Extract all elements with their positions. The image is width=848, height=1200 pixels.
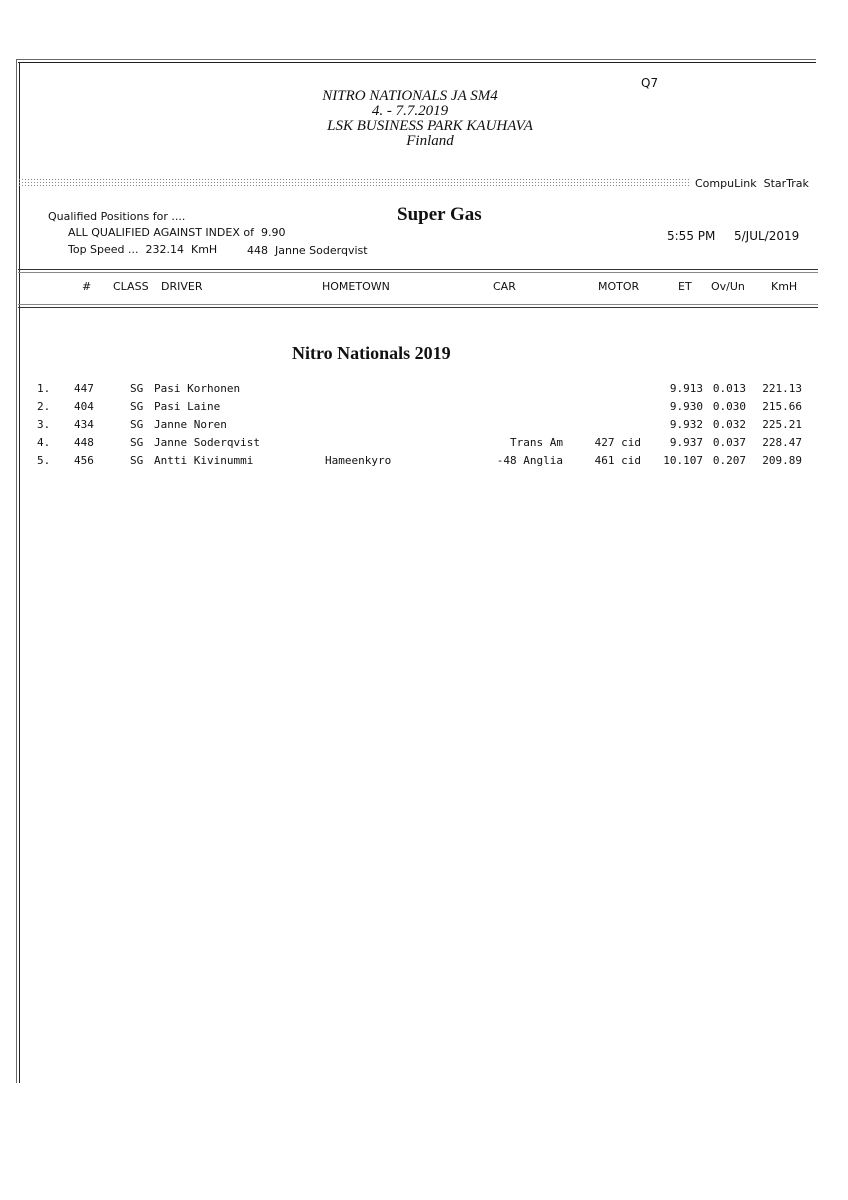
row-class: SG	[130, 418, 144, 431]
row-motor: 427 cid	[594, 436, 641, 449]
row-ov-un: 0.207	[712, 454, 746, 467]
row-car-number: 447	[74, 382, 94, 395]
header-bottom-line-2	[18, 307, 818, 308]
col-header-num: #	[82, 280, 92, 293]
left-border-line-inner	[19, 62, 20, 1083]
report-time: 5:55 PM	[667, 229, 716, 243]
row-et: 10.107	[663, 454, 703, 467]
row-kmh: 225.21	[762, 418, 802, 431]
row-class: SG	[130, 382, 144, 395]
row-driver: Janne Noren	[154, 418, 227, 431]
row-motor: 461 cid	[594, 454, 641, 467]
col-header-driver: DRIVER	[161, 280, 203, 293]
dotted-separator	[18, 178, 690, 187]
row-ov-un: 0.013	[712, 382, 746, 395]
row-car: Trans Am	[510, 436, 563, 449]
top-speed-driver: 448 Janne Soderqvist	[247, 244, 368, 257]
row-driver: Antti Kivinummi	[154, 454, 254, 467]
row-et: 9.930	[669, 400, 703, 413]
row-class: SG	[130, 400, 144, 413]
header-top-line	[18, 269, 818, 270]
row-et: 9.913	[669, 382, 703, 395]
top-border-line	[16, 59, 816, 60]
top-border-line-inner	[18, 62, 816, 63]
header-bottom-line	[18, 304, 818, 305]
event-country: Finland	[406, 133, 454, 149]
event-dates: 4. - 7.7.2019	[371, 103, 449, 119]
section-title: Nitro Nationals 2019	[292, 343, 451, 363]
header-top-line-2	[18, 272, 818, 273]
index-line: ALL QUALIFIED AGAINST INDEX of 9.90	[68, 226, 286, 239]
top-speed-line: Top Speed ... 232.14 KmH	[68, 243, 218, 256]
row-kmh: 221.13	[762, 382, 802, 395]
software-label: CompuLink StarTrak	[695, 177, 809, 190]
class-title: Super Gas	[397, 204, 482, 225]
row-et: 9.937	[669, 436, 703, 449]
row-hometown: Hameenkyro	[325, 454, 392, 467]
row-position: 5.	[37, 454, 51, 467]
qualified-positions-label: Qualified Positions for ....	[48, 210, 186, 223]
report-date: 5/JUL/2019	[734, 229, 800, 243]
event-venue: LSK BUSINESS PARK KAUHAVA	[327, 118, 533, 134]
event-title: NITRO NATIONALS JA SM4	[322, 88, 498, 104]
row-driver: Pasi Korhonen	[154, 382, 241, 395]
col-header-et: ET	[678, 280, 692, 293]
row-driver: Pasi Laine	[154, 400, 221, 413]
row-position: 4.	[37, 436, 51, 449]
row-kmh: 209.89	[762, 454, 802, 467]
row-car: -48 Anglia	[496, 454, 563, 467]
page-code: Q7	[641, 76, 659, 90]
row-ov-un: 0.032	[712, 418, 746, 431]
row-car-number: 434	[74, 418, 94, 431]
row-driver: Janne Soderqvist	[154, 436, 260, 449]
col-header-class: CLASS	[113, 280, 149, 293]
col-header-motor: MOTOR	[598, 280, 640, 293]
row-car-number: 448	[74, 436, 94, 449]
row-position: 1.	[37, 382, 51, 395]
col-header-car: CAR	[493, 280, 516, 293]
col-header-ovun: Ov/Un	[711, 280, 745, 293]
left-border-line	[16, 59, 17, 1083]
row-kmh: 215.66	[762, 400, 802, 413]
col-header-hometown: HOMETOWN	[322, 280, 390, 293]
col-header-kmh: KmH	[771, 280, 798, 293]
row-car-number: 456	[74, 454, 94, 467]
row-car-number: 404	[74, 400, 94, 413]
row-ov-un: 0.037	[712, 436, 746, 449]
row-ov-un: 0.030	[712, 400, 746, 413]
row-position: 3.	[37, 418, 51, 431]
row-kmh: 228.47	[762, 436, 802, 449]
row-class: SG	[130, 436, 144, 449]
row-et: 9.932	[669, 418, 703, 431]
row-position: 2.	[37, 400, 51, 413]
row-class: SG	[130, 454, 144, 467]
